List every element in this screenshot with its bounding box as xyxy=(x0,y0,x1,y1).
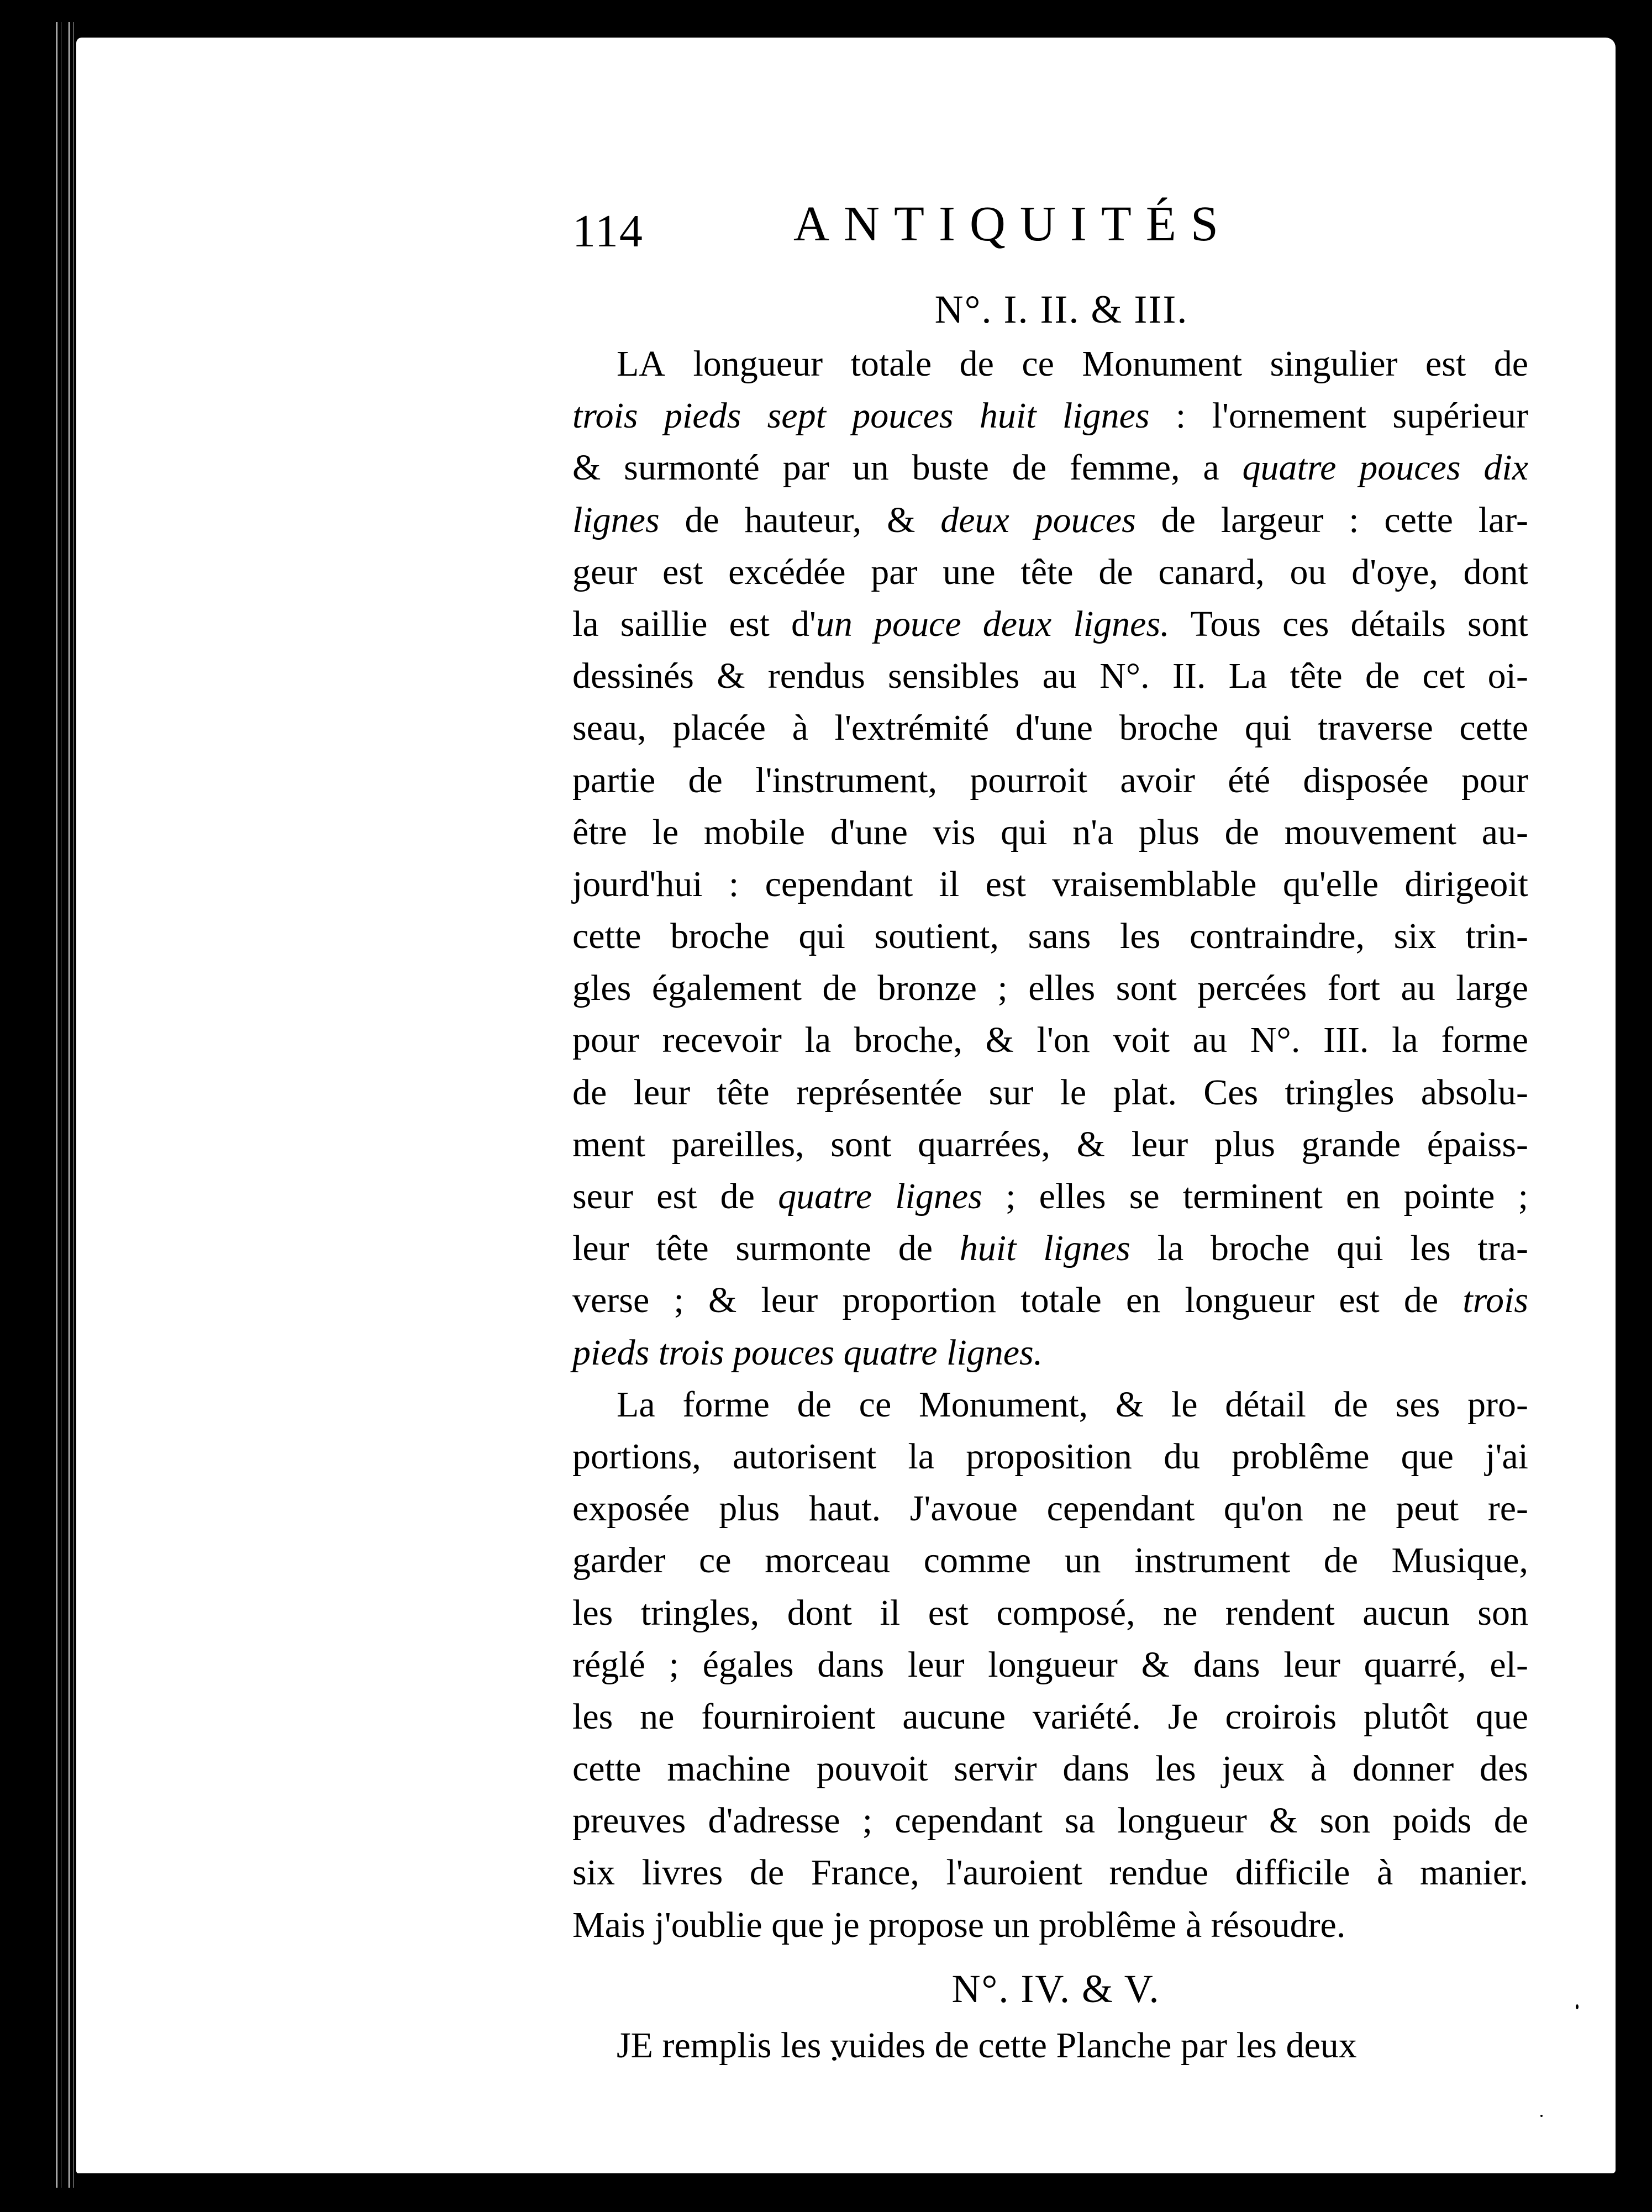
text-run: être le mobile d'une vis qui n'a plus de mouvement au- xyxy=(572,812,1528,852)
text-run: dessinés & rendus sensibles au N°. II. La tête de cet oi- xyxy=(572,656,1528,697)
text-run: seur est de xyxy=(572,1176,778,1216)
text-run: cette broche qui soutient, sans les contraindre, six trin- xyxy=(572,916,1528,957)
text-run: six livres de France, l'auroient rendue difficile à manier. xyxy=(572,1852,1528,1893)
text-line xyxy=(572,546,1528,598)
italic-run: pieds trois pouces quatre lignes. xyxy=(572,1332,1043,1373)
text-line xyxy=(572,1171,1528,1223)
text-line xyxy=(572,1639,1528,1691)
text-line xyxy=(572,1483,1528,1535)
text-line xyxy=(572,859,1528,910)
text-run: pour recevoir la broche, & l'on voit au N°. III. la forme xyxy=(572,1020,1528,1061)
text-line xyxy=(572,702,1528,754)
text-run: longueur totale de ce Monument singulier est de xyxy=(665,344,1528,384)
text-run: & surmonté par un buste de femme, a xyxy=(572,447,1243,488)
running-head xyxy=(572,188,1528,282)
text-run: la broche qui les tra- xyxy=(1130,1228,1529,1269)
small-caps-run: LA xyxy=(617,344,665,384)
text-line xyxy=(572,442,1528,494)
text-line xyxy=(572,1847,1528,1899)
small-caps-run: JE xyxy=(617,2025,653,2066)
text-line xyxy=(572,650,1528,702)
paragraph xyxy=(572,2020,1528,2072)
text-run: leur tête surmonte de xyxy=(572,1228,960,1269)
text-run: ment pareilles, sont quarrées, & leur plus grande épaiss- xyxy=(572,1124,1528,1165)
text-line xyxy=(572,494,1528,546)
text-run: garder ce morceau comme un instrument de Musique, xyxy=(572,1540,1528,1581)
text-line xyxy=(572,1327,1528,1379)
text-run: La forme de ce Monument, & le détail de ses pro- xyxy=(617,1384,1528,1425)
italic-run: quatre pouces dix xyxy=(1242,447,1528,488)
text-line xyxy=(572,1899,1528,1951)
page-number: 114 xyxy=(572,206,644,257)
text-run: gles également de bronze ; elles sont percées fort au large xyxy=(572,968,1528,1009)
text-run: jourd'hui : cependant il est vraisemblable qu'elle dirigeoit xyxy=(572,863,1528,904)
text-line xyxy=(572,1691,1528,1743)
text-run: la saillie est d' xyxy=(572,603,816,644)
text-line xyxy=(572,338,1528,390)
text-line xyxy=(572,755,1528,807)
italic-run: trois pieds sept pouces huit lignes xyxy=(572,396,1150,436)
text-run: cette machine pouvoit servir dans les jeux à donner des xyxy=(572,1748,1528,1789)
text-run: geur est excédée par une tête de canard, ou d'oye, dont xyxy=(572,551,1528,592)
print-speck xyxy=(1576,2004,1579,2009)
paragraph xyxy=(572,1379,1528,1951)
italic-run: un pouce deux lignes. xyxy=(816,603,1170,644)
page-gutter-edge xyxy=(53,22,75,2188)
text-line xyxy=(572,1014,1528,1066)
text-run: les ne fourniroient aucune variété. Je croirois plutôt que xyxy=(572,1696,1528,1737)
text-run: réglé ; égales dans leur longueur & dans leur quarré, el- xyxy=(572,1644,1528,1685)
italic-run: huit lignes xyxy=(959,1228,1130,1269)
text-run: de largeur : cette lar- xyxy=(1135,499,1528,540)
text-line xyxy=(572,807,1528,859)
italic-run: deux pouces xyxy=(940,499,1136,540)
text-run: Tous ces détails sont xyxy=(1169,603,1529,644)
text-line xyxy=(572,1223,1528,1274)
text-run: de hauteur, & xyxy=(659,499,941,540)
text-line xyxy=(572,2020,1528,2072)
text-run: : l'ornement supérieur xyxy=(1149,396,1528,436)
text-run: partie de l'instrument, pourroit avoir été disposée pour xyxy=(572,760,1528,800)
text-run: Mais j'oublie que je propose un problême à résoudre. xyxy=(572,1904,1346,1945)
text-run: verse ; & leur proportion totale en longueur est de xyxy=(572,1280,1463,1321)
text-line xyxy=(572,1379,1528,1431)
italic-run: lignes xyxy=(572,499,660,540)
text-line xyxy=(572,598,1528,650)
text-run: de leur tête représentée sur le plat. Ces tringles absolu- xyxy=(572,1072,1528,1113)
text-line xyxy=(572,962,1528,1014)
text-line xyxy=(572,1535,1528,1587)
running-title: ANTIQUITÉS xyxy=(793,197,1233,251)
italic-run: trois xyxy=(1462,1280,1528,1321)
text-line xyxy=(572,1795,1528,1847)
text-line xyxy=(572,1067,1528,1119)
text-line xyxy=(572,1274,1528,1326)
text-block xyxy=(572,188,1528,2072)
text-run: preuves d'adresse ; cependant sa longueur & son poids de xyxy=(572,1800,1528,1841)
paragraph xyxy=(572,338,1528,1379)
text-run: les tringles, dont il est composé, ne rendent aucun son xyxy=(572,1592,1528,1633)
text-line xyxy=(572,1431,1528,1483)
text-line xyxy=(572,1587,1528,1639)
print-speck xyxy=(1540,2115,1543,2117)
text-line xyxy=(572,1119,1528,1171)
section-heading: N°. I. II. & III. xyxy=(934,287,1188,331)
section-heading: N°. IV. & V. xyxy=(951,1966,1160,2011)
text-run: portions, autorisent la proposition du problême que j'ai xyxy=(572,1436,1528,1477)
italic-run: quatre lignes xyxy=(778,1176,982,1216)
text-run: remplis les vuides de cette Planche par les deux xyxy=(653,2025,1357,2066)
text-line xyxy=(572,390,1528,442)
text-run: ; elles se terminent en pointe ; xyxy=(982,1176,1528,1216)
text-run: exposée plus haut. J'avoue cependant qu'on ne peut re- xyxy=(572,1488,1528,1529)
text-line xyxy=(572,1743,1528,1795)
text-line xyxy=(572,910,1528,962)
text-run: seau, placée à l'extrémité d'une broche qui traverse cette xyxy=(572,708,1528,749)
